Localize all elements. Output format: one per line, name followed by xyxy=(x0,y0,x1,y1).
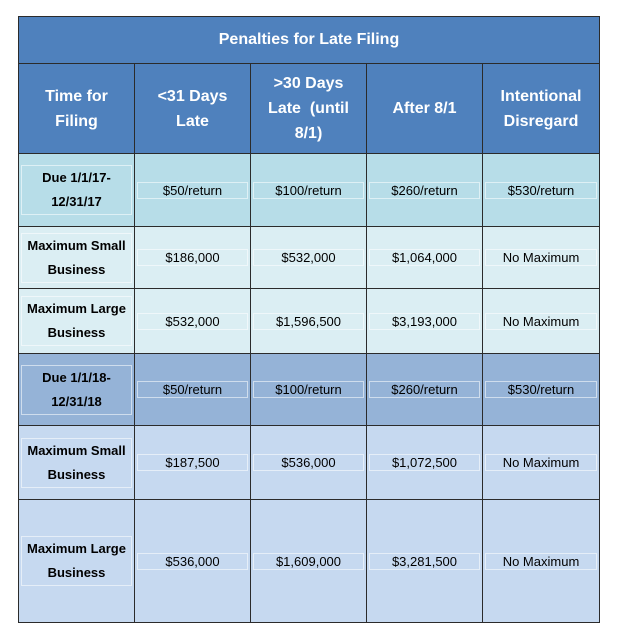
penalties-table xyxy=(18,16,600,623)
cell-value: No Maximum xyxy=(502,455,580,470)
cell-value: $536,000 xyxy=(281,455,336,470)
cell-value: $530/return xyxy=(507,182,575,198)
cell-value: $100/return xyxy=(275,182,342,198)
table-row xyxy=(19,426,600,500)
title-row xyxy=(19,17,600,64)
table-row xyxy=(19,154,600,227)
cell-value: $260/return xyxy=(391,382,458,397)
cell-value: No Maximum xyxy=(502,313,580,329)
row-label: Maximum Small Business xyxy=(27,237,126,277)
cell-value: $1,609,000 xyxy=(275,553,342,569)
header-less-31-days: <31 Days Late xyxy=(135,64,251,154)
row-label: Maximum Large Business xyxy=(27,541,126,580)
table-row xyxy=(19,227,600,289)
penalties-table-container xyxy=(18,16,599,623)
cell-value: $50/return xyxy=(162,182,223,198)
cell-value: $187,500 xyxy=(165,455,220,470)
cell-value: $1,072,500 xyxy=(391,455,458,470)
cell-value: $1,064,000 xyxy=(391,250,458,265)
cell-value: $532,000 xyxy=(281,250,336,265)
cell-value: $3,281,500 xyxy=(391,553,458,569)
cell-value: No Maximum xyxy=(502,250,580,265)
table-title: Penalties for Late Filing xyxy=(19,17,600,64)
table-row xyxy=(19,500,600,623)
table-row xyxy=(19,354,600,426)
cell-value: No Maximum xyxy=(502,553,580,569)
header-time-for-filing: Time for Filing xyxy=(19,64,135,154)
cell-value: $536,000 xyxy=(165,553,220,569)
cell-value: $532,000 xyxy=(165,313,220,329)
row-label: Due 1/1/17-12/31/17 xyxy=(42,170,111,209)
header-more-30-days: >30 Days Late (until 8/1) xyxy=(251,64,367,154)
header-intentional-disregard: Intentional Disregard xyxy=(483,64,600,154)
cell-value: $50/return xyxy=(162,382,223,397)
row-label: Maximum Small Business xyxy=(27,442,126,482)
cell-value: $186,000 xyxy=(165,250,220,265)
row-label: Maximum Large Business xyxy=(27,301,126,340)
header-row xyxy=(19,64,600,154)
cell-value: $3,193,000 xyxy=(391,313,458,329)
cell-value: $530/return xyxy=(507,382,575,397)
table-row xyxy=(19,289,600,354)
cell-value: $260/return xyxy=(391,182,458,198)
cell-value: $1,596,500 xyxy=(275,313,342,329)
header-after-8-1: After 8/1 xyxy=(367,64,483,154)
cell-value: $100/return xyxy=(275,382,342,397)
row-label: Due 1/1/18-12/31/18 xyxy=(42,369,111,409)
